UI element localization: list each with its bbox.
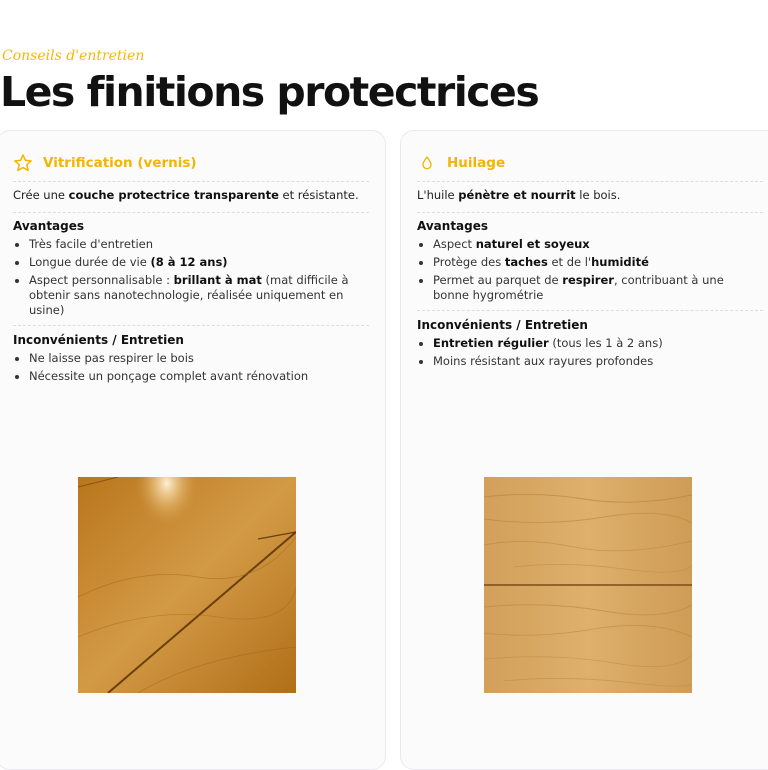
cons-section [13, 333, 369, 387]
list-item: • Aspect personnalisable : brillant à mat (mat difficile à obtenir sans nanotechnologie, réalisée uniquement en usine) [29, 273, 369, 318]
card-vitrification [0, 130, 386, 770]
page-title: Les finitions protectrices [0, 68, 539, 116]
card-header [13, 145, 369, 182]
card-header [417, 145, 763, 182]
advantages-list [13, 237, 369, 318]
cons-title: Inconvénients / Entretien [417, 318, 588, 332]
advantages-list [417, 237, 763, 303]
cons-section [417, 318, 763, 372]
list-item: • Permet au parquet de respirer, contribuant à une bonne hygrométrie [433, 273, 763, 303]
oiled-wood-image [484, 477, 692, 693]
list-item: • Nécessite un ponçage complet avant rénovation [29, 369, 369, 384]
card-title: Huilage [447, 155, 506, 171]
list-item: • Longue durée de vie (8 à 12 ans) [29, 255, 369, 270]
section-kicker: Conseils d'entretien [2, 48, 145, 64]
cons-list [417, 336, 763, 369]
list-item: • Très facile d'entretien [29, 237, 369, 252]
list-item: • Aspect naturel et soyeux [433, 237, 763, 252]
cons-title: Inconvénients / Entretien [13, 333, 184, 347]
card-huilage [400, 130, 768, 770]
advantages-title: Avantages [13, 219, 85, 233]
varnished-wood-image [78, 477, 296, 693]
droplet-icon [417, 153, 437, 173]
advantages-section [13, 219, 369, 321]
card-description: L'huile pénètre et nourrit le bois. [417, 187, 763, 213]
list-item: • Protège des taches et de l'humidité [433, 255, 763, 270]
list-item: • Entretien régulier (tous les 1 à 2 ans) [433, 336, 763, 351]
divider [13, 325, 369, 326]
star-icon [13, 153, 33, 173]
list-item: • Ne laisse pas respirer le bois [29, 351, 369, 366]
advantages-section [417, 219, 763, 306]
card-description: Crée une couche protectrice transparente et résistante. [13, 187, 369, 213]
card-title: Vitrification (vernis) [43, 155, 197, 171]
advantages-title: Avantages [417, 219, 489, 233]
list-item: • Moins résistant aux rayures profondes [433, 354, 763, 369]
cons-list [13, 351, 369, 384]
divider [417, 310, 763, 311]
